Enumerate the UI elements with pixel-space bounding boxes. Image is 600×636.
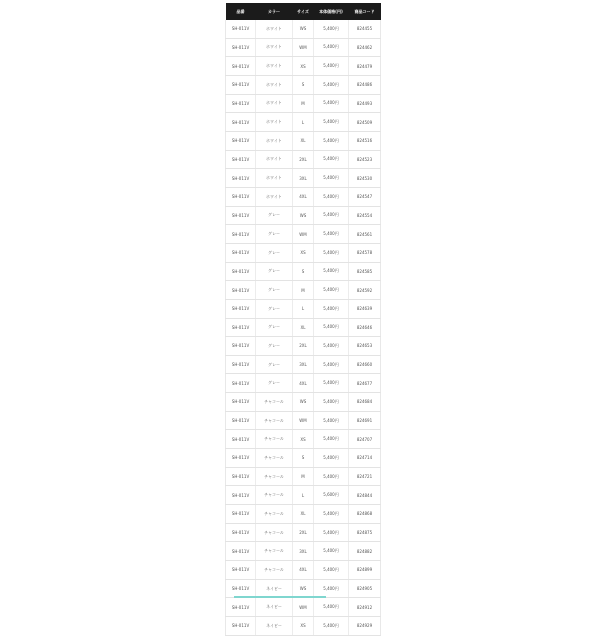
cell-size: 4XL xyxy=(293,374,314,393)
cell-color: ホワイト xyxy=(256,57,293,76)
table-row xyxy=(226,75,381,94)
cell-product-code: 824516 xyxy=(349,131,381,150)
table-row xyxy=(226,318,381,337)
cell-size: WS xyxy=(293,20,314,38)
cell-product-number: SH-011V xyxy=(226,131,256,150)
cell-price: 5,400円 xyxy=(314,20,349,38)
cell-product-code: 824707 xyxy=(349,430,381,449)
cell-color: チャコール xyxy=(256,430,293,449)
table-row xyxy=(226,131,381,150)
cell-size: S xyxy=(293,75,314,94)
cell-price: 5,400円 xyxy=(314,150,349,169)
cell-price: 5,400円 xyxy=(314,225,349,244)
cell-price: 5,400円 xyxy=(314,411,349,430)
cell-product-code: 824578 xyxy=(349,243,381,262)
cell-price: 5,400円 xyxy=(314,617,349,636)
cell-color: チャコール xyxy=(256,542,293,561)
table-row xyxy=(226,206,381,225)
cell-product-code: 824530 xyxy=(349,169,381,188)
cell-color: グレー xyxy=(256,337,293,356)
cell-product-code: 824912 xyxy=(349,598,381,617)
cell-size: XS xyxy=(293,430,314,449)
cell-size: XS xyxy=(293,617,314,636)
cell-price: 5,400円 xyxy=(314,355,349,374)
cell-price: 5,400円 xyxy=(314,131,349,150)
cell-color: グレー xyxy=(256,374,293,393)
cell-color: チャコール xyxy=(256,523,293,542)
cell-product-number: SH-011V xyxy=(226,449,256,468)
table-row xyxy=(226,299,381,318)
table-row xyxy=(226,262,381,281)
cell-price: 5,400円 xyxy=(314,393,349,412)
cell-product-code: 824639 xyxy=(349,299,381,318)
cell-product-number: SH-011V xyxy=(226,617,256,636)
cell-size: WS xyxy=(293,579,314,598)
cell-price: 5,400円 xyxy=(314,467,349,486)
table-header xyxy=(226,3,381,20)
table-row xyxy=(226,355,381,374)
cell-product-code: 824691 xyxy=(349,411,381,430)
cell-price: 5,400円 xyxy=(314,374,349,393)
cell-product-code: 824585 xyxy=(349,262,381,281)
cell-product-number: SH-011V xyxy=(226,94,256,113)
cell-product-code: 824479 xyxy=(349,57,381,76)
cell-color: チャコール xyxy=(256,561,293,580)
header-color: カラー xyxy=(256,3,293,20)
cell-product-number: SH-011V xyxy=(226,542,256,561)
table-row xyxy=(226,113,381,132)
cell-price: 5,400円 xyxy=(314,206,349,225)
cell-size: WM xyxy=(293,225,314,244)
cell-product-code: 824592 xyxy=(349,281,381,300)
cell-color: グレー xyxy=(256,281,293,300)
cell-color: グレー xyxy=(256,206,293,225)
cell-product-number: SH-011V xyxy=(226,169,256,188)
cell-product-number: SH-011V xyxy=(226,75,256,94)
cell-price: 5,400円 xyxy=(314,299,349,318)
cell-size: XL xyxy=(293,131,314,150)
cell-product-code: 824882 xyxy=(349,542,381,561)
cell-color: ホワイト xyxy=(256,150,293,169)
cell-color: ホワイト xyxy=(256,131,293,150)
cell-size: L xyxy=(293,486,314,505)
cell-product-code: 824523 xyxy=(349,150,381,169)
table-row xyxy=(226,169,381,188)
cell-size: WS xyxy=(293,393,314,412)
cell-color: チャコール xyxy=(256,449,293,468)
cell-product-number: SH-011V xyxy=(226,113,256,132)
cell-product-code: 824509 xyxy=(349,113,381,132)
cell-product-number: SH-011V xyxy=(226,318,256,337)
cell-price: 5,400円 xyxy=(314,187,349,206)
cell-product-number: SH-011V xyxy=(226,374,256,393)
cell-product-number: SH-011V xyxy=(226,598,256,617)
cell-size: WM xyxy=(293,598,314,617)
cell-price: 5,600円 xyxy=(314,486,349,505)
cell-price: 5,400円 xyxy=(314,281,349,300)
cell-color: グレー xyxy=(256,243,293,262)
cell-size: WM xyxy=(293,411,314,430)
cell-size: L xyxy=(293,299,314,318)
cell-product-code: 824486 xyxy=(349,75,381,94)
cell-size: XS xyxy=(293,243,314,262)
cell-product-number: SH-011V xyxy=(226,393,256,412)
cell-price: 5,400円 xyxy=(314,169,349,188)
cell-product-number: SH-011V xyxy=(226,430,256,449)
cell-product-code: 824721 xyxy=(349,467,381,486)
cell-price: 5,400円 xyxy=(314,561,349,580)
cell-color: グレー xyxy=(256,355,293,374)
cell-price: 5,400円 xyxy=(314,318,349,337)
table-row xyxy=(226,542,381,561)
product-spec-table-container xyxy=(225,3,380,629)
cell-color: ネイビー xyxy=(256,617,293,636)
header-size: サイズ xyxy=(293,3,314,20)
cell-product-number: SH-011V xyxy=(226,355,256,374)
cell-color: ホワイト xyxy=(256,113,293,132)
cell-price: 5,400円 xyxy=(314,598,349,617)
table-row xyxy=(226,617,381,636)
table-row xyxy=(226,523,381,542)
cell-product-number: SH-011V xyxy=(226,561,256,580)
cell-color: グレー xyxy=(256,318,293,337)
cell-size: WM xyxy=(293,38,314,57)
table-row xyxy=(226,467,381,486)
table-row xyxy=(226,187,381,206)
cell-color: チャコール xyxy=(256,467,293,486)
cell-product-number: SH-011V xyxy=(226,299,256,318)
cell-product-number: SH-011V xyxy=(226,523,256,542)
cell-price: 5,400円 xyxy=(314,243,349,262)
cell-product-code: 824653 xyxy=(349,337,381,356)
cell-product-code: 824677 xyxy=(349,374,381,393)
cell-product-number: SH-011V xyxy=(226,486,256,505)
cell-product-number: SH-011V xyxy=(226,467,256,486)
cell-product-number: SH-011V xyxy=(226,579,256,598)
cell-color: グレー xyxy=(256,225,293,244)
cell-size: M xyxy=(293,94,314,113)
table-row xyxy=(226,337,381,356)
cell-color: ホワイト xyxy=(256,38,293,57)
cell-product-number: SH-011V xyxy=(226,187,256,206)
table-row xyxy=(226,243,381,262)
cell-size: S xyxy=(293,262,314,281)
cell-product-code: 824844 xyxy=(349,486,381,505)
table-row xyxy=(226,150,381,169)
cell-color: ホワイト xyxy=(256,187,293,206)
cell-product-number: SH-011V xyxy=(226,337,256,356)
table-row xyxy=(226,505,381,524)
cell-product-code: 824684 xyxy=(349,393,381,412)
header-price: 本体価格(円) xyxy=(314,3,349,20)
cell-color: グレー xyxy=(256,262,293,281)
cell-color: ホワイト xyxy=(256,169,293,188)
cell-product-code: 824646 xyxy=(349,318,381,337)
cell-size: 3XL xyxy=(293,355,314,374)
cell-product-code: 824462 xyxy=(349,38,381,57)
cell-size: WS xyxy=(293,206,314,225)
cell-price: 5,400円 xyxy=(314,523,349,542)
header-row xyxy=(226,3,381,20)
cell-size: 4XL xyxy=(293,187,314,206)
cell-size: 2XL xyxy=(293,523,314,542)
cell-color: ネイビー xyxy=(256,579,293,598)
cell-product-code: 824561 xyxy=(349,225,381,244)
cell-product-code: 824714 xyxy=(349,449,381,468)
cell-product-code: 824493 xyxy=(349,94,381,113)
cell-size: M xyxy=(293,467,314,486)
cell-size: S xyxy=(293,449,314,468)
cell-product-number: SH-011V xyxy=(226,505,256,524)
cell-price: 5,400円 xyxy=(314,38,349,57)
cell-product-number: SH-011V xyxy=(226,38,256,57)
cell-product-number: SH-011V xyxy=(226,20,256,38)
cell-size: XL xyxy=(293,505,314,524)
cell-product-code: 824554 xyxy=(349,206,381,225)
table-row xyxy=(226,20,381,38)
cell-product-number: SH-011V xyxy=(226,57,256,76)
cell-color: グレー xyxy=(256,299,293,318)
cell-product-number: SH-011V xyxy=(226,150,256,169)
cell-product-code: 824547 xyxy=(349,187,381,206)
cell-product-number: SH-011V xyxy=(226,262,256,281)
cell-product-number: SH-011V xyxy=(226,206,256,225)
cell-product-number: SH-011V xyxy=(226,225,256,244)
cell-price: 5,400円 xyxy=(314,337,349,356)
cell-product-number: SH-011V xyxy=(226,411,256,430)
product-spec-table xyxy=(225,3,381,636)
cell-size: XL xyxy=(293,318,314,337)
cell-color: チャコール xyxy=(256,505,293,524)
cell-size: 3XL xyxy=(293,169,314,188)
cell-price: 5,400円 xyxy=(314,579,349,598)
cell-color: ネイビー xyxy=(256,598,293,617)
table-row xyxy=(226,94,381,113)
table-row xyxy=(226,486,381,505)
cell-size: 3XL xyxy=(293,542,314,561)
cell-size: 4XL xyxy=(293,561,314,580)
cell-product-code: 824929 xyxy=(349,617,381,636)
cell-color: ホワイト xyxy=(256,94,293,113)
cell-price: 5,400円 xyxy=(314,57,349,76)
cell-product-code: 824875 xyxy=(349,523,381,542)
cell-size: XS xyxy=(293,57,314,76)
table-row xyxy=(226,561,381,580)
table-row xyxy=(226,57,381,76)
cell-price: 5,400円 xyxy=(314,262,349,281)
table-row xyxy=(226,393,381,412)
cell-color: ホワイト xyxy=(256,20,293,38)
cell-product-code: 824455 xyxy=(349,20,381,38)
cell-product-number: SH-011V xyxy=(226,281,256,300)
cell-product-code: 824905 xyxy=(349,579,381,598)
table-row xyxy=(226,374,381,393)
cell-price: 5,400円 xyxy=(314,505,349,524)
scroll-indicator xyxy=(234,596,326,598)
header-product-code: 商品コード xyxy=(349,3,381,20)
cell-size: 2XL xyxy=(293,337,314,356)
cell-product-code: 824899 xyxy=(349,561,381,580)
cell-price: 5,400円 xyxy=(314,94,349,113)
table-row xyxy=(226,281,381,300)
cell-product-number: SH-011V xyxy=(226,243,256,262)
cell-size: M xyxy=(293,281,314,300)
header-product-number: 品番 xyxy=(226,3,256,20)
cell-color: チャコール xyxy=(256,486,293,505)
table-row xyxy=(226,38,381,57)
cell-product-code: 824868 xyxy=(349,505,381,524)
cell-color: ホワイト xyxy=(256,75,293,94)
cell-color: チャコール xyxy=(256,393,293,412)
cell-price: 5,400円 xyxy=(314,75,349,94)
table-row xyxy=(226,449,381,468)
cell-price: 5,400円 xyxy=(314,113,349,132)
table-row xyxy=(226,411,381,430)
table-row xyxy=(226,430,381,449)
table-row xyxy=(226,598,381,617)
cell-product-code: 824660 xyxy=(349,355,381,374)
cell-size: 2XL xyxy=(293,150,314,169)
cell-price: 5,400円 xyxy=(314,449,349,468)
cell-price: 5,400円 xyxy=(314,542,349,561)
table-row xyxy=(226,225,381,244)
cell-size: L xyxy=(293,113,314,132)
cell-color: チャコール xyxy=(256,411,293,430)
cell-price: 5,400円 xyxy=(314,430,349,449)
table-body xyxy=(226,20,381,635)
